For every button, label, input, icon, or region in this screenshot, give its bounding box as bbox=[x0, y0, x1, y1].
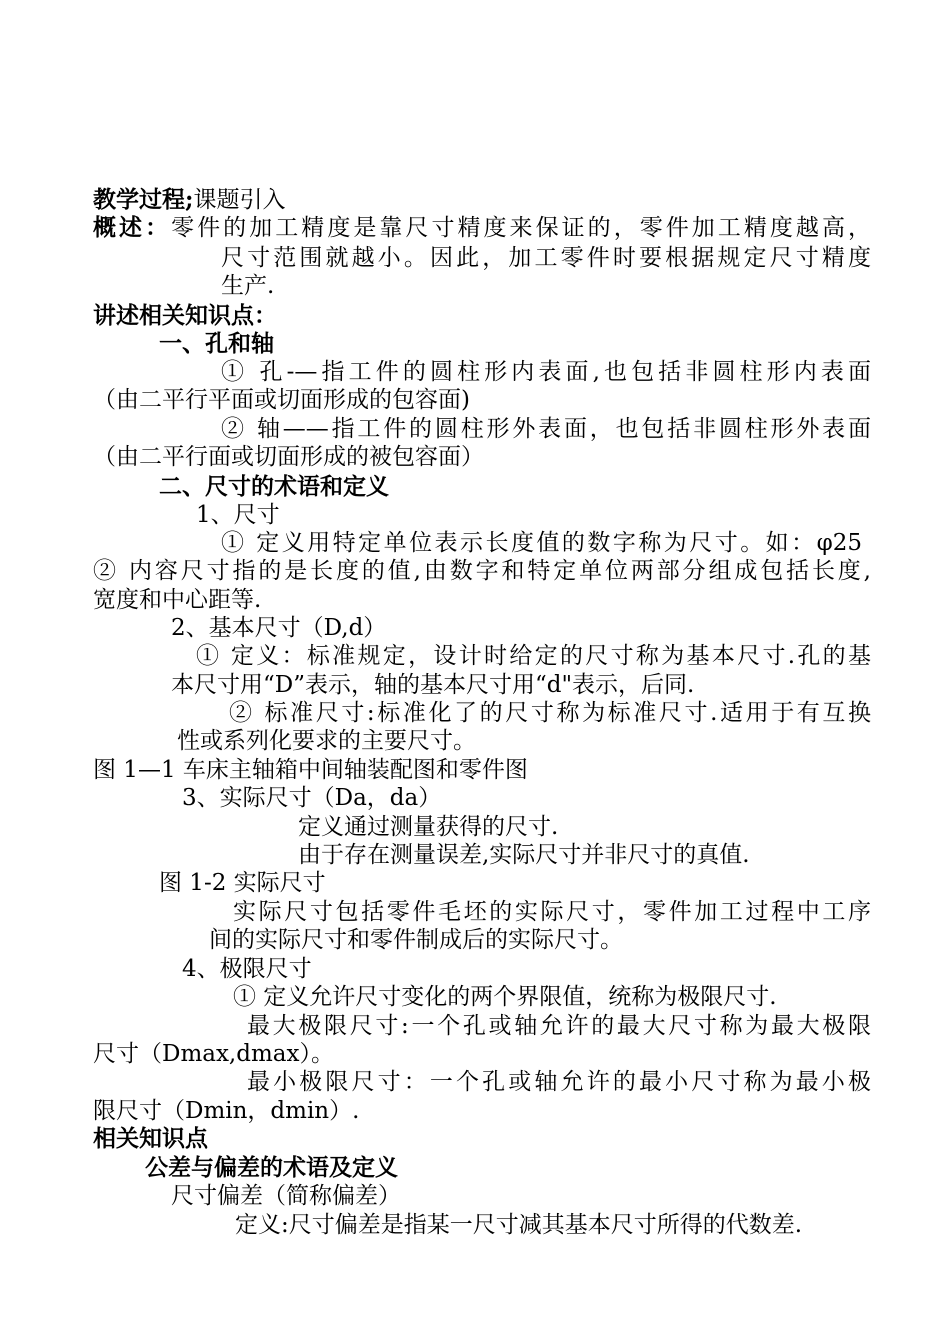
item-limit-size: 4、极限尺寸 bbox=[182, 956, 312, 982]
min-limit-size-line: 最小极限尺寸：一个孔或轴允许的最小尺寸称为最小极 bbox=[247, 1069, 871, 1095]
figure-caption-1-2: 图 1-2 实际尺寸 bbox=[159, 870, 326, 896]
figure-caption-1-1: 图 1—1 车床主轴箱中间轴装配图和零件图 bbox=[93, 757, 528, 783]
overview-label: 概述： bbox=[93, 214, 172, 241]
max-limit-size-line: 最大极限尺寸:一个孔或轴允许的最大尺寸称为最大极限 bbox=[247, 1013, 871, 1039]
subheading-tolerance-deviation: 公差与偏差的术语及定义 bbox=[145, 1154, 398, 1181]
size-content-continuation: 宽度和中心距等. bbox=[93, 587, 262, 613]
standard-size-continuation: 性或系列化要求的主要尺寸。 bbox=[177, 728, 476, 754]
overview-continuation-1: 尺寸范围就越小。因此，加工零件时要根据规定尺寸精度 bbox=[221, 245, 871, 271]
limit-size-definition: ① 定义允许尺寸变化的两个界限值，统称为极限尺寸. bbox=[233, 984, 777, 1010]
item-actual-size: 3、实际尺寸（Da，da） bbox=[182, 785, 442, 811]
actual-size-includes-continuation: 间的实际尺寸和零件制成后的实际尺寸。 bbox=[209, 927, 623, 953]
teaching-process-label: 教学过程; bbox=[93, 186, 194, 213]
basic-size-definition-line: ① 定义：标准规定，设计时给定的尺寸称为基本尺寸.孔的基 bbox=[196, 643, 871, 669]
size-content-line: ② 内容尺寸指的是长度的值,由数字和特定单位两部分组成包括长度, bbox=[93, 558, 871, 584]
item-size-deviation: 尺寸偏差（简称偏差） bbox=[171, 1183, 401, 1209]
actual-size-note: 由于存在测量误差,实际尺寸并非尺寸的真值. bbox=[298, 842, 750, 868]
hole-definition-continuation: （由二平行平面或切面形成的包容面) bbox=[93, 387, 470, 413]
actual-size-includes-line: 实际尺寸包括零件毛坯的实际尺寸，零件加工过程中工序 bbox=[233, 899, 871, 925]
hole-definition-line: ① 孔-—指工件的圆柱形内表面,也包括非圆柱形内表面 bbox=[221, 359, 871, 385]
item-basic-size: 2、基本尺寸（D,d） bbox=[171, 615, 387, 641]
max-limit-size-continuation: 尺寸（Dmax,dmax）。 bbox=[93, 1041, 334, 1067]
size-definition-line: ① 定义用特定单位表示长度值的数字称为尺寸。如：φ25 bbox=[221, 530, 862, 556]
size-deviation-definition: 定义:尺寸偏差是指某一尺寸减其基本尺寸所得的代数差. bbox=[235, 1212, 803, 1238]
shaft-definition-continuation: （由二平行面或切面形成的被包容面） bbox=[93, 444, 484, 470]
actual-size-definition: 定义通过测量获得的尺寸. bbox=[298, 814, 559, 840]
standard-size-line: ② 标准尺寸:标准化了的尺寸称为标准尺寸.适用于有互换 bbox=[229, 700, 871, 726]
item-size: 1、尺寸 bbox=[196, 502, 280, 528]
topic-intro-text: 课题引入 bbox=[193, 187, 286, 213]
overview-text: 零件的加工精度是靠尺寸精度来保证的，零件加工精度越高， bbox=[171, 215, 871, 241]
min-limit-size-continuation: 限尺寸（Dmin，dmin）. bbox=[93, 1098, 360, 1124]
section-heading-knowledge-points: 讲述相关知识点： bbox=[93, 302, 277, 329]
subheading-size-terms: 二、尺寸的术语和定义 bbox=[159, 473, 389, 500]
section-heading-related-knowledge: 相关知识点 bbox=[93, 1125, 208, 1152]
teaching-process-line bbox=[93, 186, 286, 214]
overview-continuation-2: 生产. bbox=[221, 273, 275, 299]
shaft-definition-line: ② 轴——指工件的圆柱形外表面，也包括非圆柱形外表面 bbox=[221, 416, 871, 442]
subheading-hole-and-shaft: 一、孔和轴 bbox=[159, 330, 274, 357]
basic-size-definition-continuation: 本尺寸用“D”表示，轴的基本尺寸用“d"表示，后同. bbox=[171, 672, 695, 698]
overview-line bbox=[93, 214, 871, 242]
